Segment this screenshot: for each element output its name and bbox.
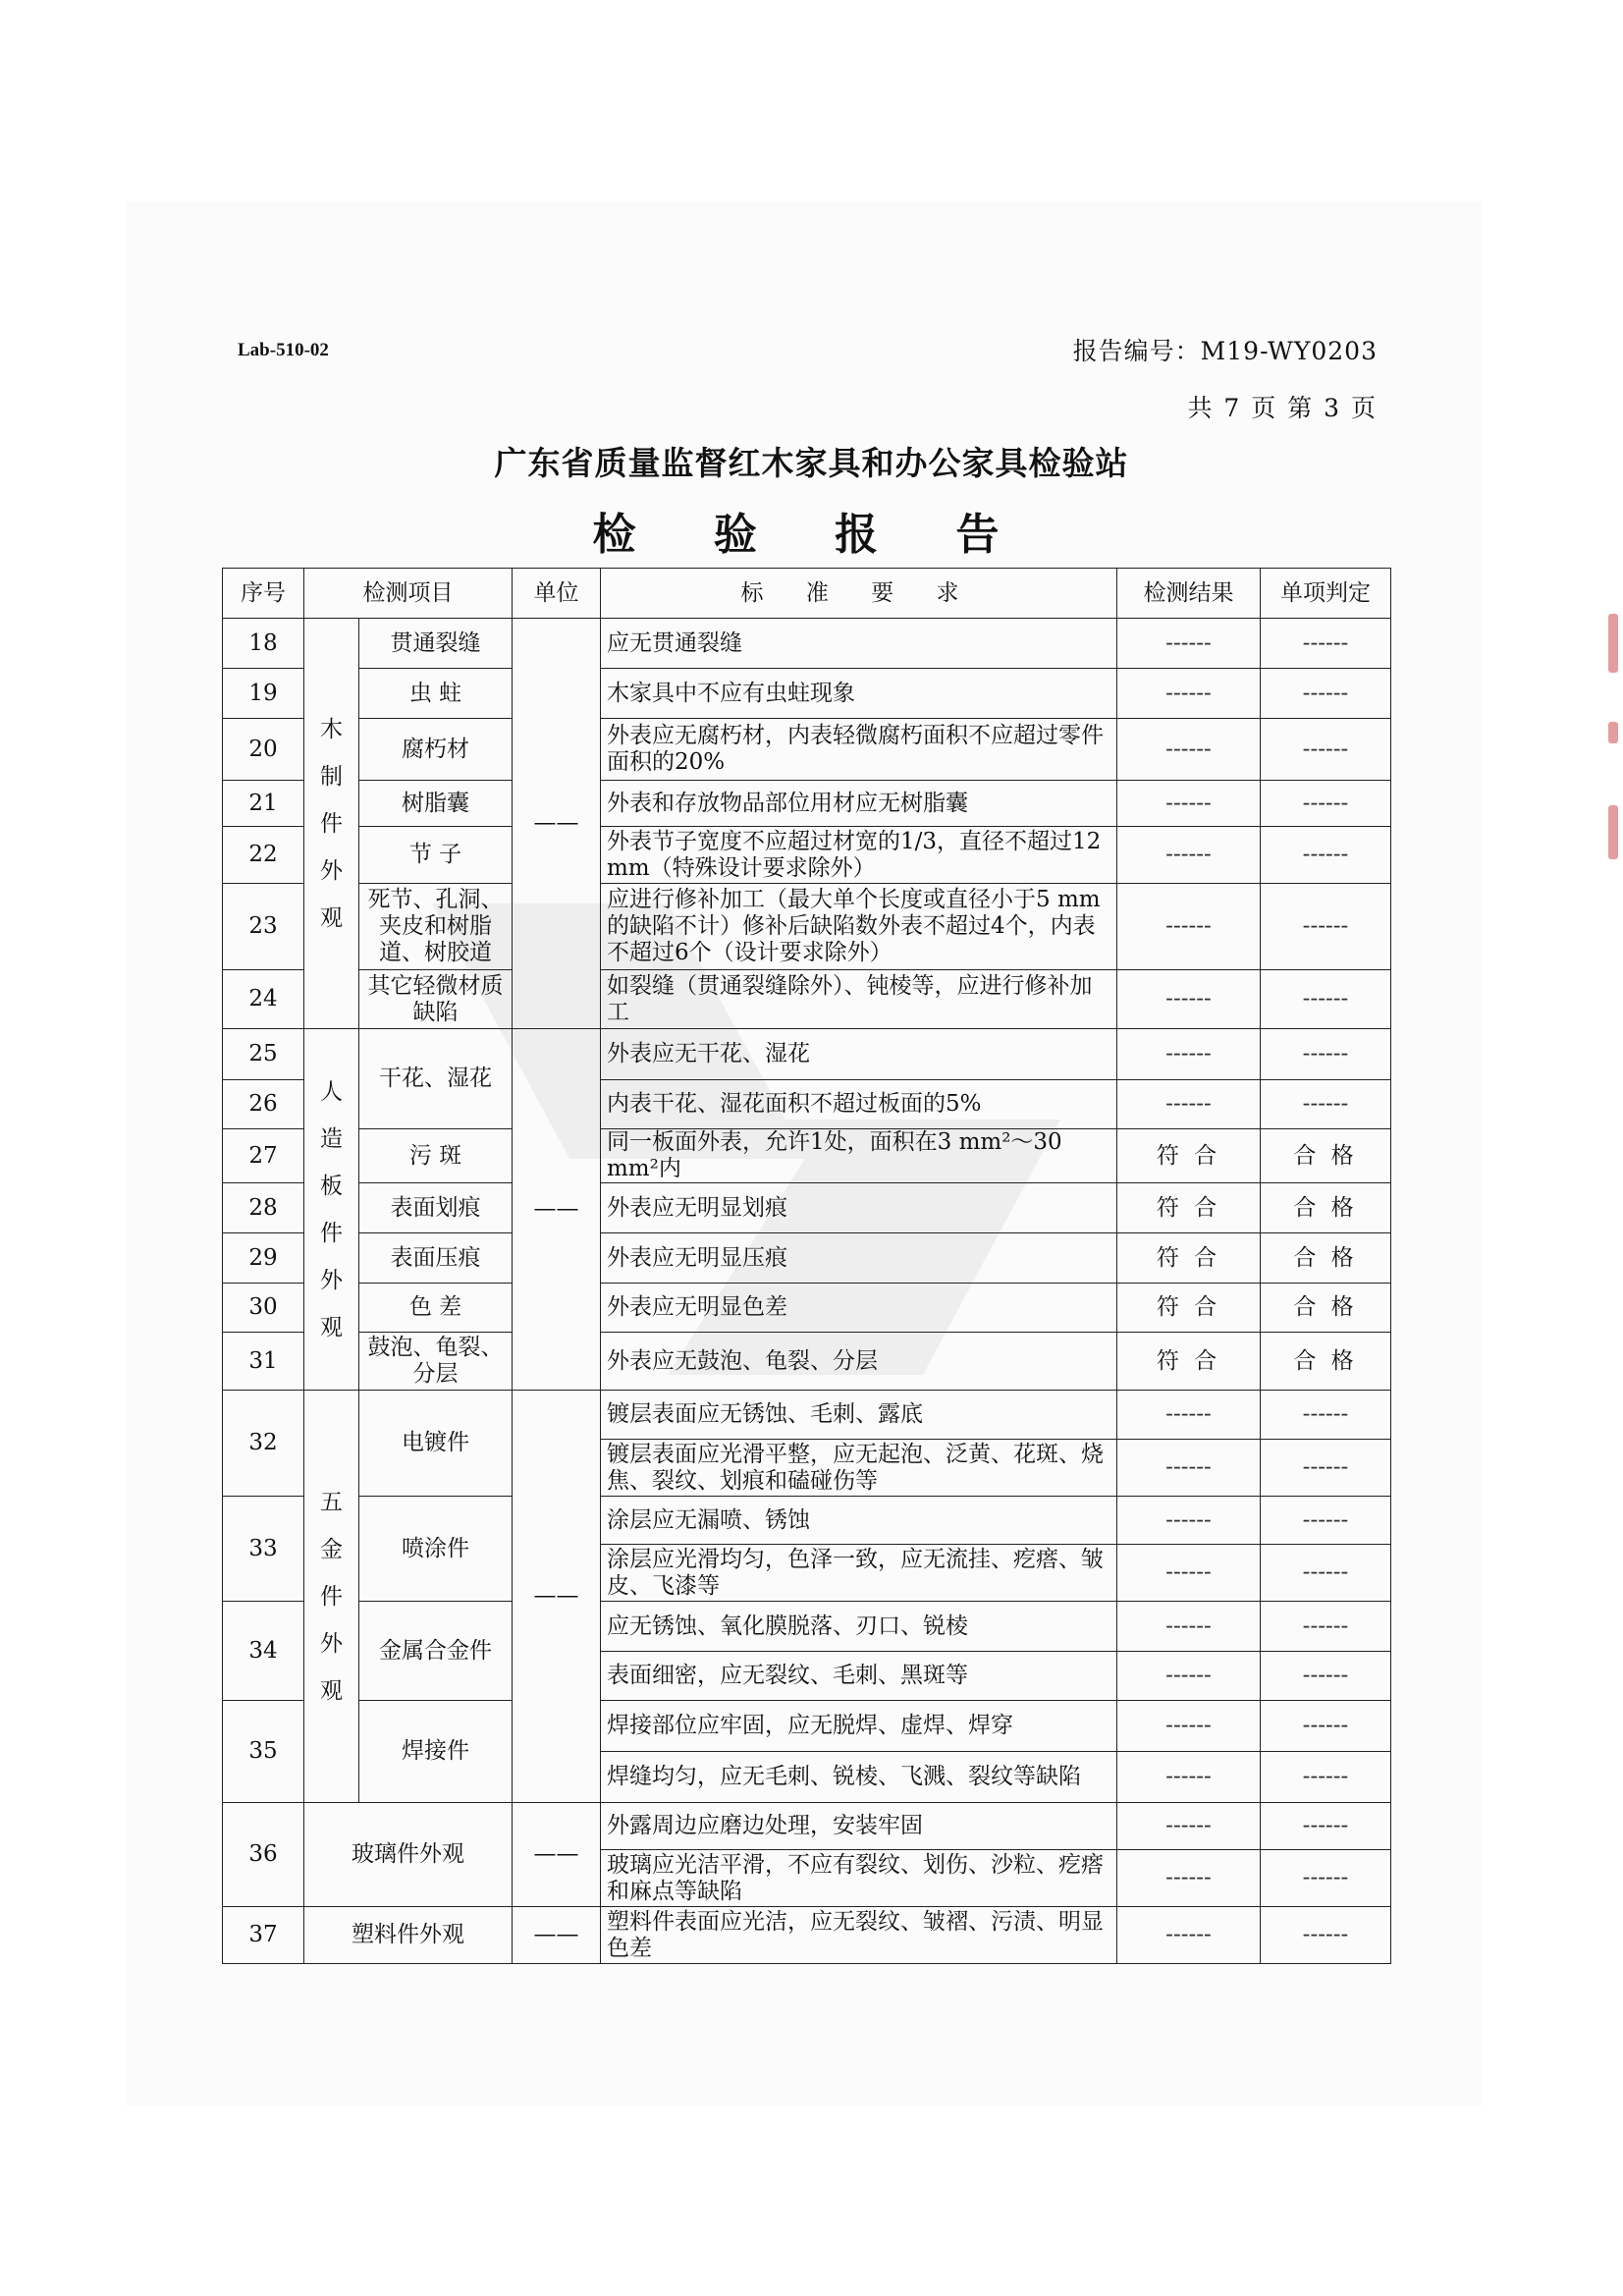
row-item: 树脂囊 xyxy=(359,781,513,827)
row-no: 24 xyxy=(223,970,304,1029)
table-header-row xyxy=(223,569,1391,619)
header-judge: 单项判定 xyxy=(1261,569,1391,619)
row-item: 表面划痕 xyxy=(359,1183,513,1233)
row-judge: ------ xyxy=(1261,1803,1391,1850)
row-result: ------ xyxy=(1117,719,1261,781)
row-judge: ------ xyxy=(1261,1391,1391,1440)
row-result: ------ xyxy=(1117,669,1261,719)
table-row xyxy=(223,1333,1391,1391)
row-item: 焊接件 xyxy=(359,1701,513,1803)
row-no: 31 xyxy=(223,1333,304,1391)
header-unit: 单位 xyxy=(513,569,601,619)
row-result: ------ xyxy=(1117,1652,1261,1701)
table-row xyxy=(223,619,1391,669)
row-result: ------ xyxy=(1117,1497,1261,1545)
category-char: 件 xyxy=(320,1583,343,1610)
row-unit: —— xyxy=(513,1803,601,1907)
table-row xyxy=(223,1233,1391,1284)
row-no: 26 xyxy=(223,1080,304,1129)
header-no: 序号 xyxy=(223,569,304,619)
row-item: 腐朽材 xyxy=(359,719,513,781)
category-char: 观 xyxy=(320,1314,343,1340)
row-no: 25 xyxy=(223,1029,304,1080)
category-char: 造 xyxy=(320,1125,343,1152)
row-standard: 焊接部位应牢固，应无脱焊、虚焊、焊穿 xyxy=(601,1701,1117,1752)
row-no: 36 xyxy=(223,1803,304,1907)
row-result: ------ xyxy=(1117,1752,1261,1803)
header-standard: 标 准 要 求 xyxy=(601,569,1117,619)
category-char: 外 xyxy=(320,857,343,884)
row-no: 19 xyxy=(223,669,304,719)
row-standard: 外表应无明显压痕 xyxy=(601,1233,1117,1284)
category-char: 人 xyxy=(320,1078,343,1105)
row-item: 死节、孔洞、夹皮和树脂道、树胶道 xyxy=(359,884,513,970)
row-no: 27 xyxy=(223,1129,304,1183)
table-row xyxy=(223,1803,1391,1850)
row-result: ------ xyxy=(1117,619,1261,669)
category-char: 件 xyxy=(320,1220,343,1246)
row-standard: 外表应无明显色差 xyxy=(601,1284,1117,1333)
row-judge: 合 格 xyxy=(1261,1233,1391,1284)
row-result: ------ xyxy=(1117,1907,1261,1964)
row-standard: 外表应无鼓泡、龟裂、分层 xyxy=(601,1333,1117,1391)
row-judge: ------ xyxy=(1261,1029,1391,1080)
category-char: 外 xyxy=(320,1267,343,1293)
station-name: 广东省质量监督红木家具和办公家具检验站 xyxy=(494,444,1129,482)
row-result: ------ xyxy=(1117,781,1261,827)
row-no: 37 xyxy=(223,1907,304,1964)
row-judge: ------ xyxy=(1261,1545,1391,1602)
row-standard: 外表节子宽度不应超过材宽的1/3，直径不超过12 mm（特殊设计要求除外） xyxy=(601,827,1117,884)
row-judge: ------ xyxy=(1261,669,1391,719)
category-char: 件 xyxy=(320,810,343,837)
row-no: 32 xyxy=(223,1391,304,1497)
row-standard: 木家具中不应有虫蛀现象 xyxy=(601,669,1117,719)
row-judge: ------ xyxy=(1261,1080,1391,1129)
row-result: 符 合 xyxy=(1117,1284,1261,1333)
row-no: 33 xyxy=(223,1497,304,1602)
row-standard: 外表应无腐朽材，内表轻微腐朽面积不应超过零件面积的20% xyxy=(601,719,1117,781)
row-result: 符 合 xyxy=(1117,1333,1261,1391)
row-standard: 如裂缝（贯通裂缝除外）、钝棱等，应进行修补加工 xyxy=(601,970,1117,1029)
header-result: 检测结果 xyxy=(1117,569,1261,619)
category-char: 外 xyxy=(320,1630,343,1657)
row-no: 20 xyxy=(223,719,304,781)
table-row xyxy=(223,1029,1391,1080)
row-result: 符 合 xyxy=(1117,1183,1261,1233)
row-result: ------ xyxy=(1117,1602,1261,1652)
row-no: 30 xyxy=(223,1284,304,1333)
row-result: ------ xyxy=(1117,1440,1261,1497)
row-judge: ------ xyxy=(1261,970,1391,1029)
row-item: 干花、湿花 xyxy=(359,1029,513,1129)
table-row xyxy=(223,1602,1391,1652)
row-result: ------ xyxy=(1117,1803,1261,1850)
row-unit: —— xyxy=(513,619,601,1029)
row-no: 29 xyxy=(223,1233,304,1284)
row-standard: 同一板面外表，允许1处，面积在3 mm²～30 mm²内 xyxy=(601,1129,1117,1183)
table-row xyxy=(223,781,1391,827)
header-item: 检测项目 xyxy=(304,569,513,619)
table-row xyxy=(223,827,1391,884)
row-item: 玻璃件外观 xyxy=(304,1803,513,1907)
category-char: 五 xyxy=(320,1489,343,1515)
table-row xyxy=(223,1284,1391,1333)
row-judge: ------ xyxy=(1261,1907,1391,1964)
row-item: 金属合金件 xyxy=(359,1602,513,1701)
row-standard: 应无锈蚀、氧化膜脱落、刃口、锐棱 xyxy=(601,1602,1117,1652)
row-no: 21 xyxy=(223,781,304,827)
category-char: 制 xyxy=(320,763,343,790)
category-char: 观 xyxy=(320,1677,343,1704)
row-result: ------ xyxy=(1117,1850,1261,1907)
row-no: 23 xyxy=(223,884,304,970)
category-wood xyxy=(304,619,359,1029)
category-hardware xyxy=(304,1391,359,1803)
row-no: 34 xyxy=(223,1602,304,1701)
lab-code: Lab-510-02 xyxy=(238,340,329,360)
row-item: 表面压痕 xyxy=(359,1233,513,1284)
table-row xyxy=(223,1129,1391,1183)
row-standard: 涂层应无漏喷、锈蚀 xyxy=(601,1497,1117,1545)
table-row xyxy=(223,669,1391,719)
row-unit: —— xyxy=(513,1029,601,1391)
row-judge: 合 格 xyxy=(1261,1333,1391,1391)
row-item: 鼓泡、龟裂、分层 xyxy=(359,1333,513,1391)
row-unit: —— xyxy=(513,1391,601,1803)
stamp-edge-mark xyxy=(1608,614,1618,673)
row-judge: ------ xyxy=(1261,1652,1391,1701)
category-panel xyxy=(304,1029,359,1391)
row-judge: ------ xyxy=(1261,1850,1391,1907)
row-result: ------ xyxy=(1117,884,1261,970)
row-result: 符 合 xyxy=(1117,1233,1261,1284)
row-judge: ------ xyxy=(1261,827,1391,884)
row-item: 贯通裂缝 xyxy=(359,619,513,669)
row-judge: ------ xyxy=(1261,1602,1391,1652)
row-item: 电镀件 xyxy=(359,1391,513,1497)
category-char: 板 xyxy=(320,1173,343,1199)
row-standard: 镀层表面应无锈蚀、毛刺、露底 xyxy=(601,1391,1117,1440)
row-result: ------ xyxy=(1117,1701,1261,1752)
row-standard: 镀层表面应光滑平整，应无起泡、泛黄、花斑、烧焦、裂纹、划痕和磕碰伤等 xyxy=(601,1440,1117,1497)
table-row xyxy=(223,1391,1391,1440)
row-item: 虫 蛀 xyxy=(359,669,513,719)
row-no: 28 xyxy=(223,1183,304,1233)
row-item: 喷涂件 xyxy=(359,1497,513,1602)
row-judge: ------ xyxy=(1261,1440,1391,1497)
category-char: 观 xyxy=(320,904,343,931)
category-char: 木 xyxy=(320,716,343,742)
row-item: 其它轻微材质缺陷 xyxy=(359,970,513,1029)
row-standard: 外露周边应磨边处理，安装牢固 xyxy=(601,1803,1117,1850)
row-result: ------ xyxy=(1117,970,1261,1029)
row-standard: 外表应无干花、湿花 xyxy=(601,1029,1117,1080)
row-item: 色 差 xyxy=(359,1284,513,1333)
row-result: ------ xyxy=(1117,1080,1261,1129)
row-judge: ------ xyxy=(1261,884,1391,970)
table-row xyxy=(223,970,1391,1029)
row-judge: ------ xyxy=(1261,1752,1391,1803)
row-result: 符 合 xyxy=(1117,1129,1261,1183)
row-judge: ------ xyxy=(1261,781,1391,827)
table-row xyxy=(223,1701,1391,1752)
row-standard: 焊缝均匀，应无毛刺、锐棱、飞溅、裂纹等缺陷 xyxy=(601,1752,1117,1803)
row-result: ------ xyxy=(1117,1391,1261,1440)
table-row xyxy=(223,1497,1391,1545)
row-standard: 应进行修补加工（最大单个长度或直径小于5 mm的缺陷不计）修补后缺陷数外表不超过4个，内表不超过6个（设计要求除外） xyxy=(601,884,1117,970)
category-char: 金 xyxy=(320,1536,343,1562)
stamp-edge-mark xyxy=(1608,805,1618,859)
row-standard: 外表和存放物品部位用材应无树脂囊 xyxy=(601,781,1117,827)
row-judge: ------ xyxy=(1261,619,1391,669)
page-number: 共 7 页 第 3 页 xyxy=(1187,394,1378,422)
row-standard: 玻璃应光洁平滑，不应有裂纹、划伤、沙粒、疙瘩和麻点等缺陷 xyxy=(601,1850,1117,1907)
row-result: ------ xyxy=(1117,1029,1261,1080)
row-judge: ------ xyxy=(1261,1701,1391,1752)
row-judge: 合 格 xyxy=(1261,1183,1391,1233)
table-row xyxy=(223,1183,1391,1233)
row-standard: 表面细密，应无裂纹、毛刺、黑斑等 xyxy=(601,1652,1117,1701)
row-standard: 外表应无明显划痕 xyxy=(601,1183,1117,1233)
row-no: 22 xyxy=(223,827,304,884)
row-no: 18 xyxy=(223,619,304,669)
row-standard: 应无贯通裂缝 xyxy=(601,619,1117,669)
row-judge: ------ xyxy=(1261,1497,1391,1545)
row-result: ------ xyxy=(1117,1545,1261,1602)
row-item: 塑料件外观 xyxy=(304,1907,513,1964)
row-judge: 合 格 xyxy=(1261,1129,1391,1183)
document-title: 检 验 报 告 xyxy=(592,510,1031,560)
table-row xyxy=(223,884,1391,970)
inspection-table xyxy=(222,568,1391,1964)
row-judge: 合 格 xyxy=(1261,1284,1391,1333)
stamp-edge-mark xyxy=(1608,722,1618,743)
row-standard: 涂层应光滑均匀，色泽一致，应无流挂、疙瘩、皱皮、飞漆等 xyxy=(601,1545,1117,1602)
table-row xyxy=(223,1907,1391,1964)
row-standard: 内表干花、湿花面积不超过板面的5% xyxy=(601,1080,1117,1129)
row-result: ------ xyxy=(1117,827,1261,884)
row-item: 节 子 xyxy=(359,827,513,884)
row-item: 污 斑 xyxy=(359,1129,513,1183)
table-row xyxy=(223,719,1391,781)
report-number: 报告编号：M19-WY0203 xyxy=(1072,337,1378,365)
row-standard: 塑料件表面应光洁，应无裂纹、皱褶、污渍、明显色差 xyxy=(601,1907,1117,1964)
row-no: 35 xyxy=(223,1701,304,1803)
row-judge: ------ xyxy=(1261,719,1391,781)
row-unit: —— xyxy=(513,1907,601,1964)
